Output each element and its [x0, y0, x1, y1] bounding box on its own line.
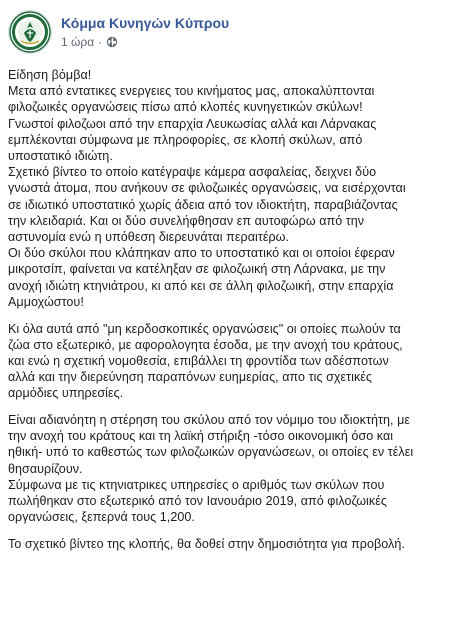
post-text-line: υποστατικό ιδιώτη.: [8, 149, 113, 164]
post-paragraph: [8, 536, 468, 552]
header-text: [61, 14, 229, 50]
post-text-line: φιλοζωικές οργανώσεις πίσω από κλοπές κυνηγετικών σκύλων!: [8, 100, 363, 115]
post-body: [8, 67, 468, 563]
post-text-line: Κι όλα αυτά από "μη κερδοσκοπικές οργανώσεις" οι οποίες πωλούν τα: [8, 321, 401, 336]
post-text-line: Γνωστοί φιλοζωοι από την επαρχία Λευκωσίας αλλά και Λάρνακας: [8, 116, 377, 131]
post-text-line: αστυνομία ενώ η υπόθεση διερευνάται περαιτέρω.: [8, 230, 290, 245]
post-text-line: σε ιδιωτικό υποστατικό χωρίς άδεια από τον ιδιοκτήτη, παραβιάζοντας: [8, 197, 398, 212]
post-paragraph: [8, 321, 468, 402]
post-text-line: Το σχετικό βίντεο της κλοπής, θα δοθεί στην δημοσιότητα για προβολή.: [8, 536, 405, 551]
post-text-line: και ενώ η σχετική νομοθεσία, επιβάλλει τη φροντίδα των αδέσποτων: [8, 353, 389, 368]
page-name-link[interactable]: Κόμμα Κυνηγών Κύπρου: [61, 15, 230, 31]
post-header: [8, 8, 229, 56]
post-text-line: θησαυρίζουν.: [8, 461, 83, 476]
post-paragraph: [8, 67, 468, 310]
post-text-line: αρμόδιες υπηρεσίες.: [8, 386, 124, 401]
post-text-line: Μετα από εντατικες ενεργειες του κινήματος μας, αποκαλύπτονται: [8, 84, 375, 99]
post-paragraph: [8, 412, 468, 525]
post-text-line: ηθική- υπό το καθεστώς των φιλοζωικών οργανώσεων, οι οποίες εν τέλει: [8, 445, 414, 460]
post-text-line: Είδηση βόμβα!: [8, 68, 92, 82]
globe-icon[interactable]: [106, 36, 118, 48]
post-text-line: αλλά και την διερεύνηση παραπόνων ευημερίας, απο τις σχετικές: [8, 370, 373, 385]
post-text-line: μικροτσίπ, φαίνεται να κατέληξαν σε φιλοζωική στη Λάρνακα, με την: [8, 262, 386, 277]
post-text-line: Σύμφωνα με τις κτηνιατρικες υπηρεσίες ο αριθμός των σκύλων που: [8, 477, 385, 492]
post-text-line: Αμμοχώστου!: [8, 294, 84, 309]
post-text-line: Είναι αδιανόητη η στέρηση του σκύλου από τον νόμιμο του ιδιοκτήτη, με: [8, 413, 410, 428]
post-text-line: οργανώσεις, ξεπερνά τους 1,200.: [8, 510, 195, 525]
meta-separator: ·: [98, 35, 103, 49]
page-avatar[interactable]: [8, 10, 52, 54]
party-emblem-logo: [9, 11, 51, 53]
post-text-line: Σχετικό βίντεο το οποίο κατέγραψε κάμερα ασφαλείας, δειχνει δύο: [8, 165, 377, 180]
post-text-line: γνωστά άτομα, που ανήκουν σε φιλοζωικές οργανώσεις, να εισέρχονται: [8, 181, 406, 196]
post-timestamp[interactable]: 1 ώρα: [61, 35, 95, 49]
post-text-line: εμπλέκονται σύμφωνα με πληροφορίες, σε κλοπή σκύλων, από: [8, 132, 363, 147]
post-meta: [61, 34, 229, 50]
post-text-line: ανοχή ιδιώτη κτηνιάτρου, κι από κει σε άλλη φιλοζωική, στην επαρχία: [8, 278, 394, 293]
post-text-line: πωλήθηκαν στο εξωτερικό από τον Ιανουάριο 2019, από φιλοζωικές: [8, 494, 387, 509]
post-text-line: Οι δύο σκύλοι που κλάπηκαν απο το υποστατικό και οι οποίοι έφεραν: [8, 246, 395, 261]
post-text-line: ζώα στο εξωτερικό, με αφορολογητα έσοδα, με την ανοχή του κράτους,: [8, 337, 403, 352]
post-text-line: την ανοχή του κράτους και τη λαϊκή στήριξη -τόσο οικονομική όσο και: [8, 429, 394, 444]
post-text-line: την κλειδαριά. Και οι δύο συνελήφθησαν επ αυτοφώρω από την: [8, 213, 365, 228]
